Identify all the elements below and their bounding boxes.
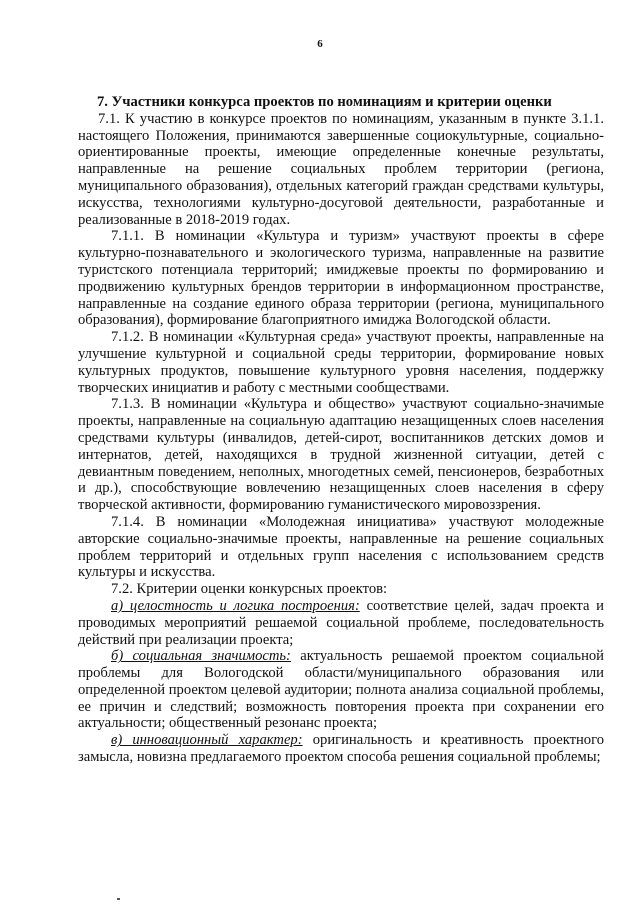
criterion-b-label: б) социальная значимость: [111,648,291,665]
paragraph-7-1-1: 7.1.1. В номинации «Культура и туризм» участвуют проекты в сфере культурно-познавательного и экологического туризма, направленные на развитие туристского потенциала территорий; имиджевые проекты по формированию и продвижению культурных брендов территории в информационном пространстве, направленные на создание единого образа территории (региона, муниципального образования), формирование благоприятного имиджа Вологодской области. [78,228,604,329]
criterion-c-label: в) инновационный характер: [111,732,303,749]
criterion-b [78,648,604,732]
criterion-b-text: актуальность решаемой проектом социальной проблемы для Вологодской области/муниципального образования или определенной проектом целевой аудитории; полнота анализа социальной проблемы, ее причин и следствий; возможность повторения проекта при сохранении его актуальности; общественный резонанс проекта; [78,648,604,732]
paragraph-7-1-3: 7.1.3. В номинации «Культура и общество» участвуют социально-значимые проекты, направленные на социальную адаптацию незащищенных слоев населения средствами культуры (инвалидов, детей-сирот, воспитанников детских домов и интернатов, детей, находящихся в трудной жизненной ситуации, детей с девиантным поведением, неполных, многодетных семей, пенсионеров, безработных и др.), способствующие вовлечению незащищенных слоев населения в сферу творческой активности, формированию гуманистического мировоззрения. [78,396,604,514]
criterion-c-text: оригинальность и креативность проектного замысла, новизна предлагаемого проектом способа решения социальной проблемы; [78,732,604,766]
criterion-a [78,598,604,648]
paragraph-7-2: 7.2. Критерии оценки конкурсных проектов: [111,581,388,598]
criterion-a-label: а) целостность и логика построения: [111,597,360,614]
paragraph-7-1-4: 7.1.4. В номинации «Молодежная инициатива» участвуют молодежные авторские социально-значимые проекты, направленные на решение социальных проблем территорий и отдельных групп населения с использованием средств культуры и искусства. [78,513,604,581]
page-number: 6 [317,38,323,50]
paragraph-7-1: 7.1. К участию в конкурсе проектов по номинациям, указанным в пункте 3.1.1. настоящего Положения, принимаются завершенные социокультурные, социально-ориентированные проекты, имеющие определенные конечные результаты, направленные на решение социальных проблем территории (региона, муниципального образования), отдельных категорий граждан средствами культуры, искусства, технологиями культурно-досуговой деятельности, разработанные и реализованные в 2018-2019 годах. [78,110,604,228]
document-body [78,94,604,766]
criterion-a-text: соответствие целей, задач проекта и проводимых мероприятий решаемой социальной проблеме, последовательность действий при реализации проекта; [78,597,604,648]
paragraph-7-1-2: 7.1.2. В номинации «Культурная среда» участвуют проекты, направленные на улучшение культурной и социальной среды территории, формирование новых культурных продуктов, повышение культурного уровня населения, поддержку творческих инициатив и работу с местными сообществами. [78,329,604,396]
scan-mark [117,898,120,900]
section-heading: 7. Участники конкурса проектов по номинациям и критерии оценки [97,94,552,110]
criterion-c [78,732,604,766]
